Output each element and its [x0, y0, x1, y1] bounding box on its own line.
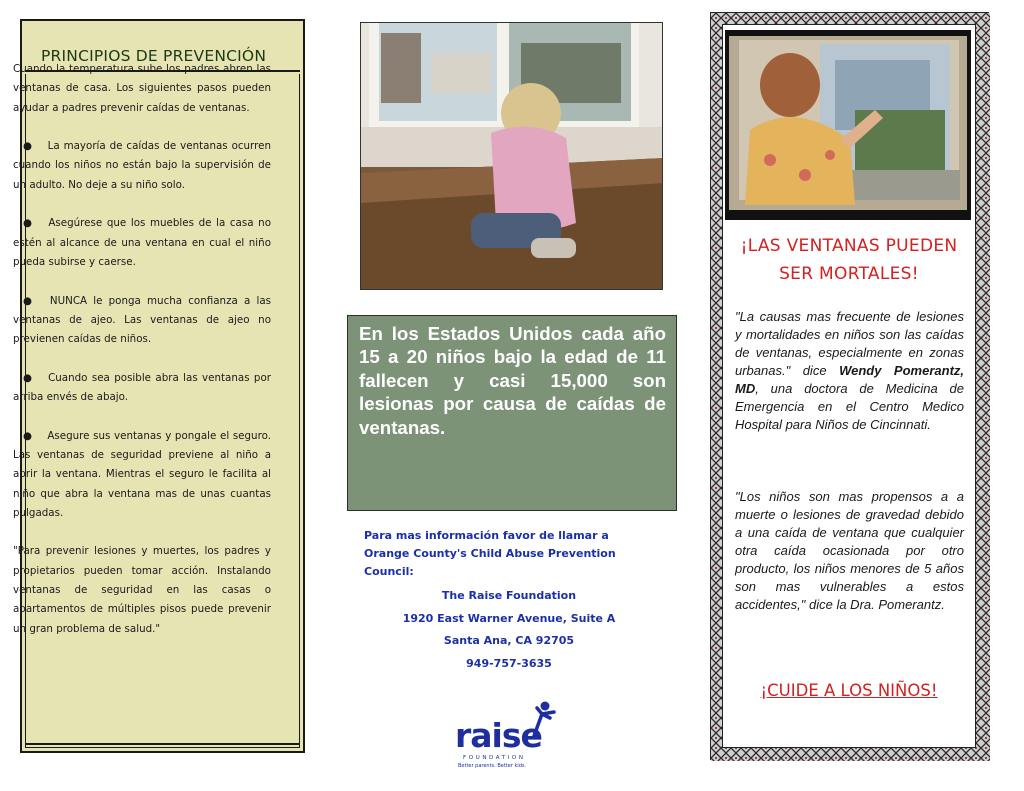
org-address-line-2: Santa Ana, CA 92705	[443, 634, 575, 647]
prevention-intro: Cuando la temperatura sube los padres abren las ventanas de casa. Los siguientes pasos pueden ayudar a padres prevenir caídas de ventanas.	[13, 63, 271, 114]
bullet-text: NUNCA le ponga mucha confianza a las ventanas de ajeo. Las ventanas de ajeo no previenen caídas de niños.	[13, 294, 271, 346]
prevention-body	[13, 60, 271, 658]
contact-intro: Para mas información favor de llamar a Orange County's Child Abuse Prevention Council:	[364, 529, 616, 578]
quote-author-name: Wendy Pomerantz, MD	[735, 363, 965, 396]
statistic-box	[347, 315, 677, 511]
org-name: The Raise Foundation	[441, 589, 577, 602]
bullet-dot-icon: ●	[23, 140, 33, 153]
prevention-bullet-2	[13, 214, 271, 272]
child-at-window-photo	[360, 22, 663, 290]
pomerantz-quote-2: "Los niños son mas propensos a a muerte o lesiones de gravedad debido a una caída de ventana que cualquier otra caída ocasionada por otro producto, los niños menores de 5 años son mas vulnerables a estos accidentes," dice la Dra. Pomerantz.	[735, 489, 964, 612]
warning-title: ¡LAS VENTANAS PUEDEN SER MORTALES!	[740, 236, 958, 284]
prevention-bullet-5	[13, 427, 271, 523]
statistic-text: En los Estados Unidos cada año 15 a 20 niños bajo la edad de 11 fallecen y casi 15,000 son lesionas por causa de caídas de ventanas.	[359, 323, 666, 438]
logo-word: raise	[455, 716, 542, 755]
org-phone: 949-757-3635	[466, 656, 552, 670]
contact-info	[364, 527, 654, 675]
logo-subtitle: FOUNDATION	[463, 755, 526, 761]
prevention-bullet-3	[13, 292, 271, 350]
bullet-dot-icon: ●	[23, 429, 33, 442]
bullet-text: Asegure sus ventanas y pongale el seguro. Las ventanas de seguridad previene al niño a abrir la ventana. Mientras el seguro le facilita al niño que abra la ventana mas de unas cuantas pulgadas.	[13, 429, 271, 519]
prevention-bullet-1	[13, 137, 271, 195]
quote-text: "La causas mas frecuente de lesiones y mortalidades en niños son las caídas de ventanas, especialmente en zonas urbanas." dice	[735, 309, 964, 378]
quote-text: , una doctora de Medicina de Emergencia en el Centro Medico Hospital para Niños de Cincinnati.	[735, 381, 964, 432]
prevention-bottom-rule	[25, 743, 300, 745]
prevention-bullet-4	[13, 369, 271, 408]
prevention-closing: "Para prevenir lesiones y muertes, los padres y propietarios pueden tomar acción. Instalando ventanas de seguridad en las casas o apartamentos de múltiples pisos puede prevenir un gran problema de salud."	[13, 545, 271, 635]
pomerantz-quote-1	[735, 308, 964, 434]
bullet-dot-icon: ●	[23, 217, 34, 230]
bullet-text: Cuando sea posible abra las ventanas por arriba envés de abajo.	[13, 371, 271, 404]
prevention-title: PRINCIPIOS DE PREVENCIÓN	[41, 47, 267, 65]
toddler-at-window-photo	[725, 30, 971, 220]
org-address-line-1: 1920 East Warner Avenue, Suite A	[402, 611, 616, 625]
bullet-dot-icon: ●	[23, 371, 34, 384]
bullet-text: Asegúrese que los muebles de la casa no estén al alcance de una ventana en cual el niño pueda subirse y caerse.	[13, 217, 271, 268]
bullet-text: La mayoría de caídas de ventanas ocurren cuando los niños no están bajo la supervisión de un adulto. No deje a su niño solo.	[13, 140, 271, 191]
logo-tagline: Better parents. Better kids.	[458, 763, 527, 769]
call-to-action: ¡CUIDE A LOS NIÑOS!	[760, 681, 938, 700]
bullet-dot-icon: ●	[23, 294, 35, 307]
raise-foundation-logo	[450, 700, 560, 772]
